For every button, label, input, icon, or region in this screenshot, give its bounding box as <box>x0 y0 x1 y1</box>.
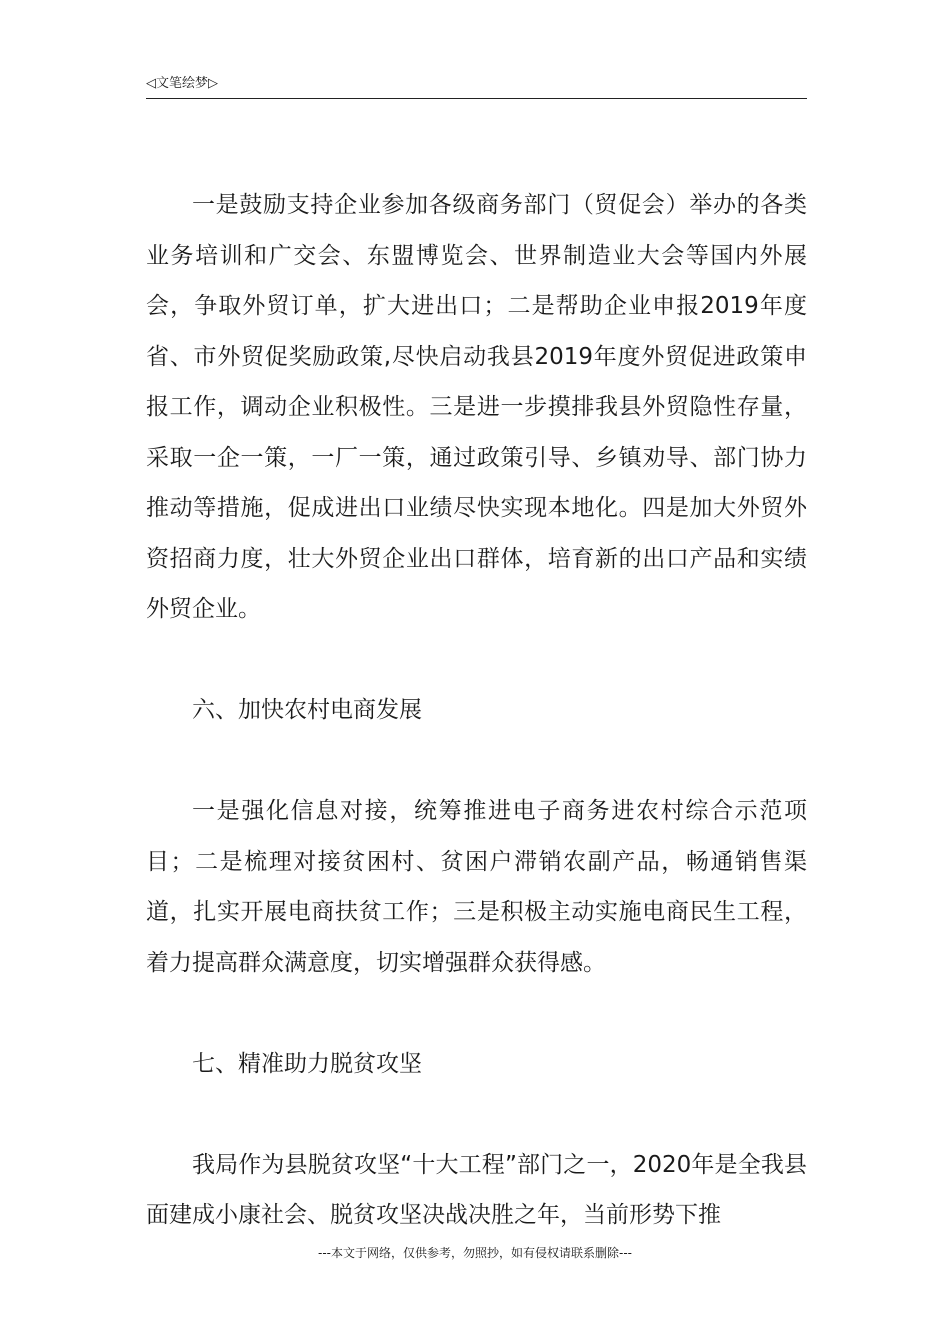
paragraph-foreign-trade: 一是鼓励支持企业参加各级商务部门（贸促会）举办的各类业务培训和广交会、东盟博览会、世界制造业大会等国内外展会，争取外贸订单，扩大进出口；二是帮助企业申报2019年度省、市外贸促奖励政策,尽快启动我县2019年度外贸促进政策申报工作，调动企业积极性。三是进一步摸排我县外贸隐性存量，采取一企一策，一厂一策，通过政策引导、乡镇劝导、部门协力推动等措施，促成进出口业绩尽快实现本地化。四是加大外贸外资招商力度，壮大外贸企业出口群体，培育新的出口产品和实绩外贸企业。 <box>146 192 807 622</box>
section-heading-six: 六、加快农村电商发展 <box>192 697 422 723</box>
paragraph-poverty-alleviation: 我局作为县脱贫攻坚“十大工程”部门之一，2020年是全我县面建成小康社会、脱贫攻坚决战决胜之年，当前形势下推 <box>146 1151 807 1228</box>
page-header <box>146 74 807 99</box>
paragraph-gap <box>146 988 807 1039</box>
section-heading-seven: 七、精准助力脱贫攻坚 <box>192 1050 422 1077</box>
paragraph-gap <box>146 635 807 686</box>
paragraph-gap <box>146 736 807 787</box>
document-body <box>146 180 807 1241</box>
header-title: ◁文笔绘梦▷ <box>146 76 218 91</box>
paragraph-rural-ecommerce: 一是强化信息对接，统筹推进电子商务进农村综合示范项目；二是梳理对接贫困村、贫困户滞销农副产品，畅通销售渠道，扎实开展电商扶贫工作；三是积极主动实施电商民生工程，着力提高群众满意度，切实增强群众获得感。 <box>146 798 807 976</box>
paragraph-gap <box>146 1089 807 1140</box>
page-footer: ---本文于网络，仅供参考，勿照抄，如有侵权请联系删除--- <box>318 1246 632 1260</box>
